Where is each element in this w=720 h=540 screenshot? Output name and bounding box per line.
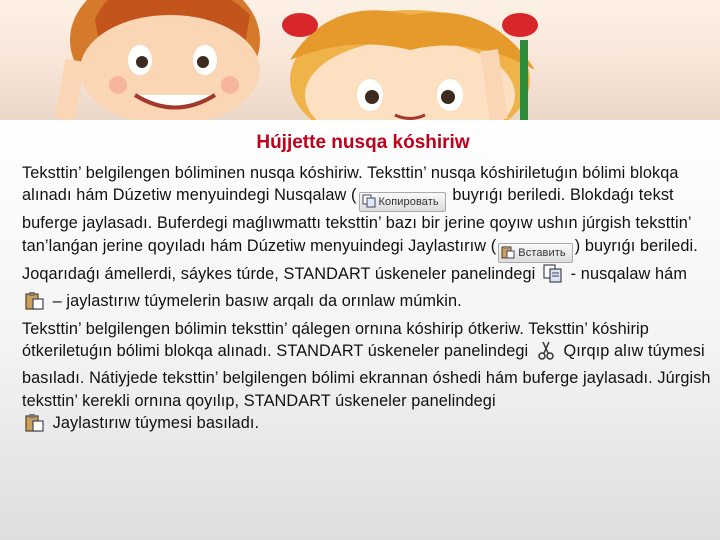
paragraph2-text-2: Qırqıp alıw túymesi basıladı. Nátiyjede teksttin’ belgilengen bólimi ekrannan óshedi hám buferge jaylasadı. Júrgish teksttin’ kerekli ornına qoyılıp, STANDART úskeneler panelindegi [22, 342, 711, 410]
paragraph-cut-paste [22, 318, 712, 440]
paste-button-image [498, 243, 572, 263]
cut-icon [535, 341, 557, 367]
page-title: Hújjette nusqa kóshiriw [256, 132, 470, 153]
paragraph1-text-1: Teksttin’ belgilengen bóliminen nusqa kóshiriw. Teksttin’ nusqa kóshiriletuǵın bólimi blokqa alınadı hám Dúzetiw menyuindegi Nusqalaw ( [22, 164, 679, 205]
copy-button-label: Копировать [378, 196, 439, 209]
paragraph1-text-5: – jaylastırıw túymelerin basıw arqalı da orınlaw múmkin. [48, 292, 462, 311]
copy-icon [362, 194, 376, 208]
paragraph2-text-3: Jaylastırıw túymesi basıladı. [48, 414, 260, 433]
copy-icon [542, 264, 564, 290]
paste-icon [24, 413, 46, 439]
paragraph1-text-3: ) buyrıǵı beriledi. Joqarıdaǵı ámellerdi, sáykes túrde, STANDART úskeneler panelindegi [22, 236, 698, 283]
paste-icon [24, 291, 46, 317]
paragraph1-text-4: - nusqalaw hám [566, 264, 687, 283]
paste-button-label: Вставить [518, 246, 566, 259]
body-text [22, 162, 712, 440]
paragraph1-text-2: buyrıǵı beriledi. Blokdaǵı tekst buferge jaylasadı. Buferdegi maǵlıwmattı teksttin’ bazı bir jerine qoyıw ushın júrgish teksttin’ tan’lanǵan jerine qoyıladı hám Dúzetiw menyuindegi Jaylastırıw ( [22, 186, 692, 255]
paragraph-copy-paste [22, 162, 712, 318]
copy-button-image [359, 192, 446, 212]
paragraph2-text-1: Teksttin’ belgilengen bólimin teksttin’ qálegen ornına kóshirip ótkeriw. Teksttin’ kóshirip ótkeriletuǵın bólimi blokqa alınadı. STANDART úskeneler panelindegi [22, 319, 649, 361]
paste-icon [501, 245, 515, 259]
children-illustration [0, 0, 720, 125]
